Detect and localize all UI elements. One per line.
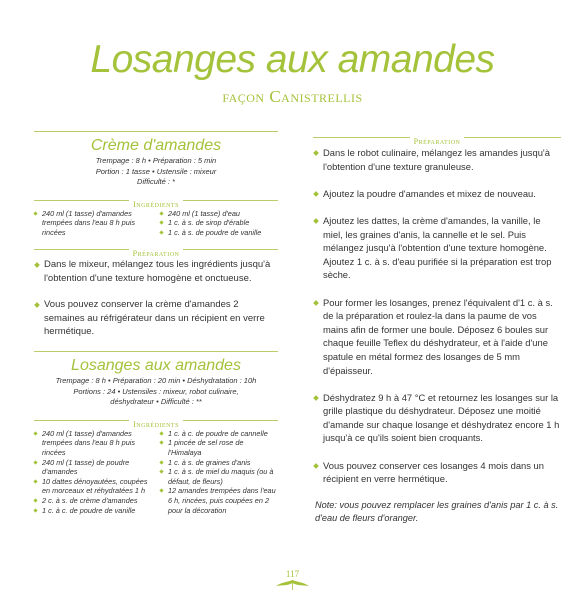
bullet-icon	[159, 489, 163, 493]
ingredient-list	[160, 209, 278, 238]
recipe-subtitle: façon Canistrellis	[222, 87, 363, 106]
ingredient-item: 1 pincée de sel rose de l'Himalaya	[160, 438, 278, 457]
bullet-icon	[159, 460, 163, 464]
bullet-icon	[33, 508, 37, 512]
ingredient-item: 1 c. à s. de poudre de vanille	[160, 228, 278, 238]
bullet-icon	[34, 262, 40, 268]
heading-label: Ingrédients	[129, 200, 183, 209]
meta-line: Difficulté : *	[137, 177, 175, 186]
losanges-title: Losanges aux amandes	[71, 357, 241, 375]
ingredient-list	[160, 429, 278, 515]
bullet-icon	[159, 470, 163, 474]
meta-line: Trempage : 8 h • Préparation : 20 min • Déshydratation : 10h	[55, 376, 257, 386]
recipe-note: Note: vous pouvez remplacer les graines d'anis par 1 c. à s. d'eau de fleurs d'oranger.	[315, 500, 559, 523]
bullet-icon	[33, 498, 37, 502]
creme-steps	[34, 258, 278, 338]
losanges-ingredients-heading	[34, 414, 278, 429]
meta-line: déshydrateur • Difficulté : **	[110, 397, 202, 407]
creme-prep-heading	[34, 243, 278, 259]
divider	[34, 351, 278, 352]
meta-line: Portions : 24 • Ustensiles : mixeur, robot culinaire,	[73, 386, 239, 396]
heading-label: Préparation	[129, 249, 184, 258]
ingredient-item: 1 c. à s. de miel du maquis (ou à défaut, de fleurs)	[160, 467, 278, 486]
bullet-icon	[159, 431, 163, 435]
bullet-icon	[34, 302, 40, 308]
step-item: Ajoutez la poudre d'amandes et mixez de nouveau.	[313, 187, 561, 201]
bullet-icon	[313, 395, 319, 401]
preparation-heading	[313, 131, 561, 146]
ingredient-list	[34, 429, 152, 515]
creme-title: Crème d'amandes	[90, 137, 222, 154]
step-item: Vous pouvez conserver la crème d'amandes 2 semaines au réfrigérateur dans un récipient en verre hermétique.	[34, 298, 278, 338]
page-number: 117	[285, 569, 300, 579]
bullet-icon	[159, 230, 163, 234]
bullet-icon	[313, 218, 319, 224]
ingredient-item: 240 ml (1 tasse) de poudre d'amandes	[34, 458, 152, 477]
losanges-meta	[34, 376, 278, 408]
right-column	[313, 131, 561, 524]
creme-meta	[34, 156, 278, 188]
ingredient-item: 1 c. à s. de graines d'anis	[160, 458, 278, 468]
bullet-icon	[33, 211, 37, 215]
divider	[34, 131, 278, 132]
step-item: Dans le mixeur, mélangez tous les ingrédients jusqu'à l'obtention d'une texture homogène et onctueuse.	[34, 258, 278, 285]
bullet-icon	[313, 150, 319, 156]
losanges-title-box	[34, 351, 278, 375]
ingredient-item: 1 c. à s. de sirop d'érable	[160, 218, 278, 228]
bullet-icon	[313, 300, 319, 306]
step-item: Ajoutez les dattes, la crème d'amandes, la vanille, le miel, les graines d'anis, la cannelle et le sel. Puis mélangez jusqu'à l'obtention d'une texture homogène. Ajoutez 1 c. à s. d'eau purifiée si la préparation est trop sèche.	[313, 214, 561, 282]
bullet-icon	[159, 211, 163, 215]
bullet-icon	[159, 441, 163, 445]
ingredient-list	[34, 209, 152, 238]
bullet-icon	[313, 463, 319, 469]
ingredient-item: 240 ml (1 tasse) d'amandes trempées dans l'eau 8 h puis rincées	[34, 209, 152, 238]
creme-ingredients	[34, 209, 278, 238]
ingredient-item: 12 amandes trempées dans l'eau 6 h, rincées, puis coupées en 2 pour la décoration	[160, 486, 278, 515]
ingredient-item: 240 ml (1 tasse) d'eau	[160, 209, 278, 219]
bullet-icon	[33, 431, 37, 435]
step-item: Vous pouvez conserver ces losanges 4 mois dans un récipient en verre hermétique.	[313, 459, 561, 486]
ingredient-item: 10 dattes dénoyautées, coupées en morceaux et réhydratées 1 h	[34, 477, 152, 496]
left-column	[34, 131, 278, 515]
meta-line: Trempage : 8 h • Préparation : 5 min	[95, 156, 217, 165]
heading-label: Ingrédients	[129, 420, 183, 429]
meta-line: Portion : 1 tasse • Ustensile : mixeur	[95, 166, 217, 176]
losanges-ingredients	[34, 429, 278, 515]
ingredient-item: 1 c. à c. de poudre de cannelle	[160, 429, 278, 439]
bullet-icon	[313, 191, 319, 197]
recipe-title: Losanges aux amandes	[90, 38, 495, 81]
step-item: Pour former les losanges, prenez l'équivalent d'1 c. à s. de la préparation et roulez-la dans la paume de vos mains afin de former une boule. Déposez 6 boules sur chaque feuille Teflex du déshydrateur, et à l'aide d'une spatule en métal formez des losanges de 5 mm d'épaisseur.	[313, 296, 561, 378]
bullet-icon	[33, 479, 37, 483]
creme-ingredients-heading	[34, 194, 278, 209]
creme-title-box	[34, 131, 278, 155]
step-item: Dans le robot culinaire, mélangez les amandes jusqu'à l'obtention d'une texture granuleuse.	[313, 146, 561, 173]
step-item: Déshydratez 9 h à 47 °C et retournez les losanges sur la grille plastique du déshydrateur. Déposez une moitié d'amande sur chaque losange et déshydratez encore 1 h jusqu'à ce qu'ils soient bien croquants.	[313, 391, 561, 445]
heading-label: Préparation	[410, 137, 465, 146]
ingredient-item: 1 c. à c. de poudre de vanille	[34, 506, 152, 516]
preparation-steps	[313, 146, 561, 486]
ingredient-item: 240 ml (1 tasse) d'amandes trempées dans l'eau 8 h puis rincées	[34, 429, 152, 458]
leaf-ornament-icon	[274, 578, 311, 592]
bullet-icon	[159, 220, 163, 224]
bullet-icon	[33, 460, 37, 464]
ingredient-item: 2 c. à s. de crème d'amandes	[34, 496, 152, 506]
